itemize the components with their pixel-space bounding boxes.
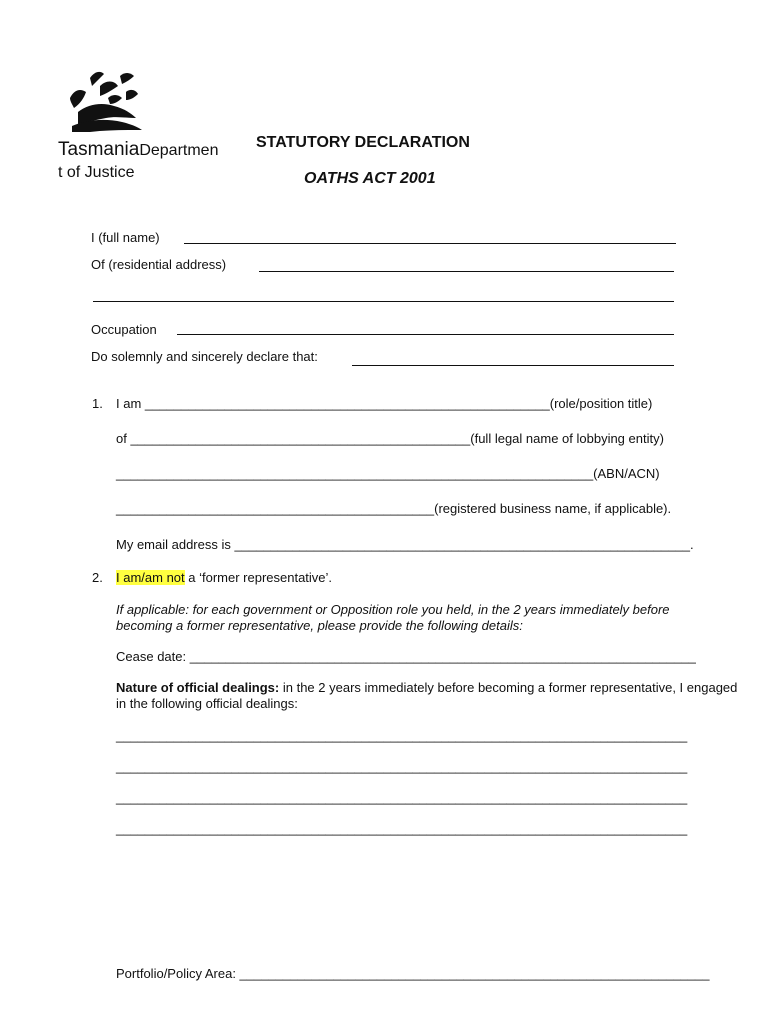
organisation-name: [58, 139, 218, 184]
org-line2: t of Justice: [58, 164, 135, 181]
portfolio-policy-area-field[interactable]: Portfolio/Policy Area: _________________________________________________________________: [116, 966, 710, 981]
declare-label: Do solemnly and sincerely declare that:: [91, 349, 318, 364]
occupation-field[interactable]: [177, 334, 674, 335]
org-brand: Tasmania: [58, 139, 140, 160]
lobbying-entity-field[interactable]: of _______________________________________________(full legal name of lobbying entity): [116, 431, 664, 446]
item-1-number: 1.: [92, 396, 103, 411]
full-name-label: I (full name): [91, 230, 160, 245]
official-dealings-paragraph: [116, 680, 740, 712]
tasmania-logo-icon: [60, 68, 150, 136]
former-representative-statement: [116, 570, 332, 585]
official-dealings-text: in the 2 years immediately before becoming a former representative, I engaged in the following official dealings:: [116, 680, 738, 711]
official-dealings-heading: Nature of official dealings:: [116, 680, 280, 695]
am-am-not-highlight[interactable]: I am/am not: [116, 570, 185, 585]
email-field[interactable]: My email address is _______________________________________________________________.: [116, 537, 694, 552]
item-2-number: 2.: [92, 570, 103, 585]
if-applicable-instruction: If applicable: for each government or Opposition role you held, in the 2 years immediately before becoming a former representative, please provide the following details:: [116, 602, 670, 633]
official-dealings-line-1[interactable]: _______________________________________________________________________________: [116, 728, 688, 743]
official-dealings-line-2[interactable]: _______________________________________________________________________________: [116, 759, 688, 774]
address-label: Of (residential address): [91, 257, 227, 272]
address-field-line2[interactable]: [93, 301, 674, 302]
official-dealings-line-4[interactable]: _______________________________________________________________________________: [116, 821, 688, 836]
document-title: STATUTORY DECLARATION: [256, 134, 470, 151]
business-name-field[interactable]: ____________________________________________(registered business name, if applicable).: [116, 501, 672, 516]
address-field-line1[interactable]: [259, 271, 674, 272]
cease-date-field[interactable]: Cease date: ______________________________________________________________________: [116, 649, 696, 664]
occupation-label: Occupation: [91, 322, 157, 337]
declare-field[interactable]: [352, 365, 674, 366]
former-representative-rest: a ‘former representative’.: [184, 570, 333, 585]
org-line1-rest: Departmen: [139, 142, 219, 159]
official-dealings-line-3[interactable]: _______________________________________________________________________________: [116, 790, 688, 805]
abn-acn-field[interactable]: __________________________________________________________________(ABN/ACN): [116, 466, 660, 481]
role-position-field[interactable]: I am ________________________________________________________(role/position title): [116, 396, 653, 411]
document-subtitle: OATHS ACT 2001: [304, 170, 436, 187]
full-name-field[interactable]: [184, 243, 676, 244]
